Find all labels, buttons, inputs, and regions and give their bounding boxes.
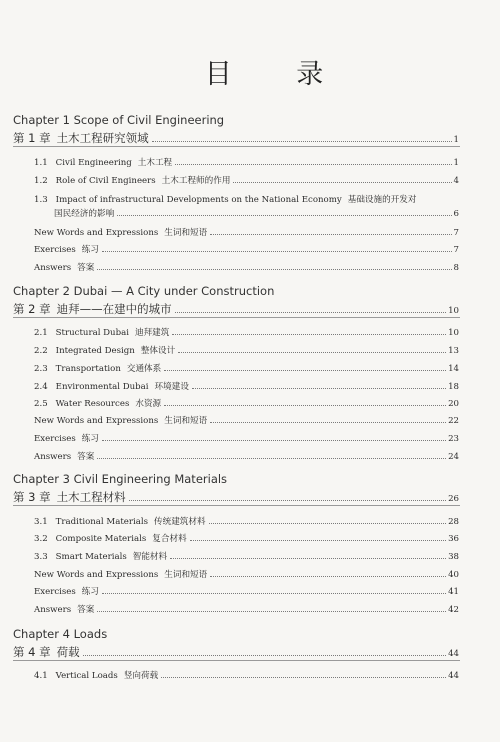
toc-entry-3-exercises[interactable] (34, 585, 459, 599)
dot-leader (117, 215, 451, 216)
section-title-cn: 复合材料 (152, 534, 187, 544)
dot-leader (164, 370, 446, 371)
chapter-2-english-title: Chapter 2 Dubai — A City under Construction (13, 284, 275, 298)
page-number: 7 (453, 228, 459, 238)
entry-title-en: Exercises (34, 245, 76, 255)
toc-entry-2-new-words[interactable] (34, 414, 459, 428)
page-number: 8 (453, 263, 459, 273)
toc-entry-1-answers[interactable] (34, 261, 459, 275)
page-number: 1 (453, 158, 459, 168)
entry-title-cn: 答案 (77, 605, 95, 615)
toc-entry-2-5[interactable] (34, 397, 459, 411)
section-title-en: Smart Materials (55, 552, 127, 562)
entry-title-cn: 生词和短语 (164, 570, 208, 580)
page-number: 44 (448, 649, 459, 659)
toc-entry-chapter-2[interactable] (13, 302, 459, 316)
page-number: 4 (453, 176, 459, 186)
chapter-title: 荷载 (56, 645, 80, 659)
dot-leader (192, 388, 446, 389)
dot-leader (190, 540, 446, 541)
section-number: 1.1 (34, 158, 48, 168)
page-number: 23 (448, 434, 459, 444)
section-number: 3.3 (34, 552, 48, 562)
section-title-cn: 土木工程 (137, 158, 173, 168)
page-number: 14 (448, 364, 459, 374)
dot-leader (102, 593, 446, 594)
chapter-title: 迪拜——在建中的城市 (56, 302, 172, 316)
section-title-en: Role of Civil Engineers (55, 176, 156, 186)
toc-entry-3-2[interactable] (34, 532, 459, 546)
page-number: 1 (453, 135, 459, 145)
dot-leader (175, 312, 446, 313)
section-title-en: Environmental Dubai (55, 382, 149, 392)
section-number: 2.3 (34, 364, 48, 374)
section-title-en: Civil Engineering (55, 158, 132, 168)
section-number: 2.2 (34, 346, 48, 356)
dot-leader (233, 182, 451, 183)
toc-entry-chapter-1[interactable] (13, 131, 459, 145)
dot-leader (97, 269, 451, 270)
section-number: 1.2 (34, 176, 48, 186)
section-title-cn-continued: 国民经济的影响 (54, 209, 115, 219)
chapter-number: 第 2 章 (13, 302, 51, 316)
entry-title-en: Answers (34, 452, 72, 462)
section-number: 2.5 (34, 399, 48, 409)
entry-title-cn: 答案 (77, 263, 95, 273)
entry-title-en: Exercises (34, 434, 76, 444)
toc-entry-1-2[interactable] (34, 174, 459, 188)
section-number: 4.1 (34, 671, 48, 681)
page-number: 13 (448, 346, 459, 356)
page-number: 26 (448, 494, 459, 504)
toc-entry-chapter-3[interactable] (13, 490, 459, 504)
page-number: 28 (448, 517, 459, 527)
section-title-cn: 迪拜建筑 (134, 328, 170, 338)
page-number: 6 (453, 209, 459, 219)
dot-leader (210, 576, 446, 577)
toc-entry-1-exercises[interactable] (34, 243, 459, 257)
dot-leader (164, 405, 446, 406)
dot-leader (129, 500, 446, 501)
dot-leader (161, 677, 446, 678)
section-title-cn: 基础设施的开发对 (347, 195, 417, 205)
dot-leader (97, 458, 446, 459)
entry-title-en: Exercises (34, 587, 76, 597)
chapter-number: 第 1 章 (13, 131, 51, 145)
section-number: 2.1 (34, 328, 48, 338)
section-title-en: Structural Dubai (55, 328, 129, 338)
page-number: 7 (453, 245, 459, 255)
page-number: 41 (448, 587, 459, 597)
toc-entry-3-answers[interactable] (34, 603, 459, 617)
page-number: 18 (448, 382, 459, 392)
toc-entry-3-3[interactable] (34, 550, 459, 564)
chapter-4-english-title: Chapter 4 Loads (13, 627, 108, 641)
dot-leader (102, 251, 452, 252)
entry-title-cn: 生词和短语 (164, 416, 208, 426)
page-number: 24 (448, 452, 459, 462)
toc-entry-1-1[interactable] (34, 156, 459, 170)
section-title-en: Vertical Loads (55, 671, 118, 681)
entry-title-cn: 生词和短语 (164, 228, 208, 238)
chapter-1-english-title: Chapter 1 Scope of Civil Engineering (13, 113, 225, 127)
section-title-cn: 竖向荷载 (123, 671, 159, 681)
section-number: 3.1 (34, 517, 48, 527)
dot-leader (178, 352, 446, 353)
dot-leader (175, 164, 451, 165)
page-number: 40 (448, 570, 459, 580)
divider (13, 660, 460, 661)
toc-entry-1-new-words[interactable] (34, 226, 459, 240)
page-number: 44 (448, 671, 459, 681)
section-title-cn: 交通体系 (126, 364, 162, 374)
entry-title-en: New Words and Expressions (34, 228, 159, 238)
page-number: 38 (448, 552, 459, 562)
dot-leader (172, 334, 446, 335)
entry-title-cn: 答案 (77, 452, 95, 462)
toc-entry-1-3-continued[interactable] (54, 207, 459, 221)
section-number: 3.2 (34, 534, 48, 544)
page-number: 10 (448, 306, 459, 316)
section-title-cn: 智能材料 (132, 552, 168, 562)
toc-entry-2-4[interactable] (34, 380, 459, 394)
dot-leader (97, 611, 446, 612)
dot-leader (83, 655, 446, 656)
toc-entry-4-1[interactable] (34, 669, 459, 683)
entry-title-cn: 练习 (81, 434, 99, 444)
toc-entry-2-exercises[interactable] (34, 432, 459, 446)
section-title-cn: 整体设计 (140, 346, 176, 356)
page-number: 20 (448, 399, 459, 409)
section-number: 1.3 (34, 195, 48, 205)
divider (13, 505, 460, 506)
entry-title-en: New Words and Expressions (34, 416, 159, 426)
section-number: 2.4 (34, 382, 48, 392)
entry-title-cn: 练习 (81, 245, 99, 255)
section-title-en: Composite Materials (55, 534, 147, 544)
toc-entry-2-2[interactable] (34, 344, 459, 358)
toc-entry-2-3[interactable] (34, 362, 459, 376)
entry-title-en: Answers (34, 605, 72, 615)
toc-entry-3-1[interactable] (34, 515, 459, 529)
dot-leader (152, 141, 452, 142)
chapter-title: 土木工程材料 (56, 490, 126, 504)
toc-entry-2-answers[interactable] (34, 450, 459, 464)
entry-title-en: Answers (34, 263, 72, 273)
chapter-number: 第 3 章 (13, 490, 51, 504)
chapter-number: 第 4 章 (13, 645, 51, 659)
section-title-cn: 水资源 (135, 399, 162, 409)
section-title-en: Traditional Materials (55, 517, 149, 527)
entry-title-en: New Words and Expressions (34, 570, 159, 580)
page-number: 42 (448, 605, 459, 615)
toc-entry-1-3[interactable] (34, 193, 459, 207)
section-title-en: Integrated Design (55, 346, 135, 356)
entry-title-cn: 练习 (81, 587, 99, 597)
section-title-en: Water Resources (55, 399, 130, 409)
page-title: 目 录 (204, 59, 352, 90)
section-title-cn: 土木工程师的作用 (161, 176, 231, 186)
divider (13, 146, 460, 147)
toc-entry-chapter-4[interactable] (13, 645, 459, 659)
dot-leader (209, 523, 446, 524)
section-title-cn: 传统建筑材料 (154, 517, 206, 527)
section-title-en: Impact of infrastructural Developments on the National Economy (55, 195, 342, 205)
dot-leader (170, 558, 446, 559)
toc-entry-3-new-words[interactable] (34, 568, 459, 582)
chapter-title: 土木工程研究领域 (56, 131, 149, 145)
chapter-3-english-title: Chapter 3 Civil Engineering Materials (13, 472, 228, 486)
page-number: 36 (448, 534, 459, 544)
section-title-en: Transportation (55, 364, 121, 374)
toc-entry-2-1[interactable] (34, 326, 459, 340)
dot-leader (210, 422, 446, 423)
dot-leader (210, 234, 451, 235)
page-number: 10 (448, 328, 459, 338)
dot-leader (102, 440, 446, 441)
section-title-cn: 环境建设 (154, 382, 189, 392)
page-number: 22 (448, 416, 459, 426)
divider (13, 317, 460, 318)
